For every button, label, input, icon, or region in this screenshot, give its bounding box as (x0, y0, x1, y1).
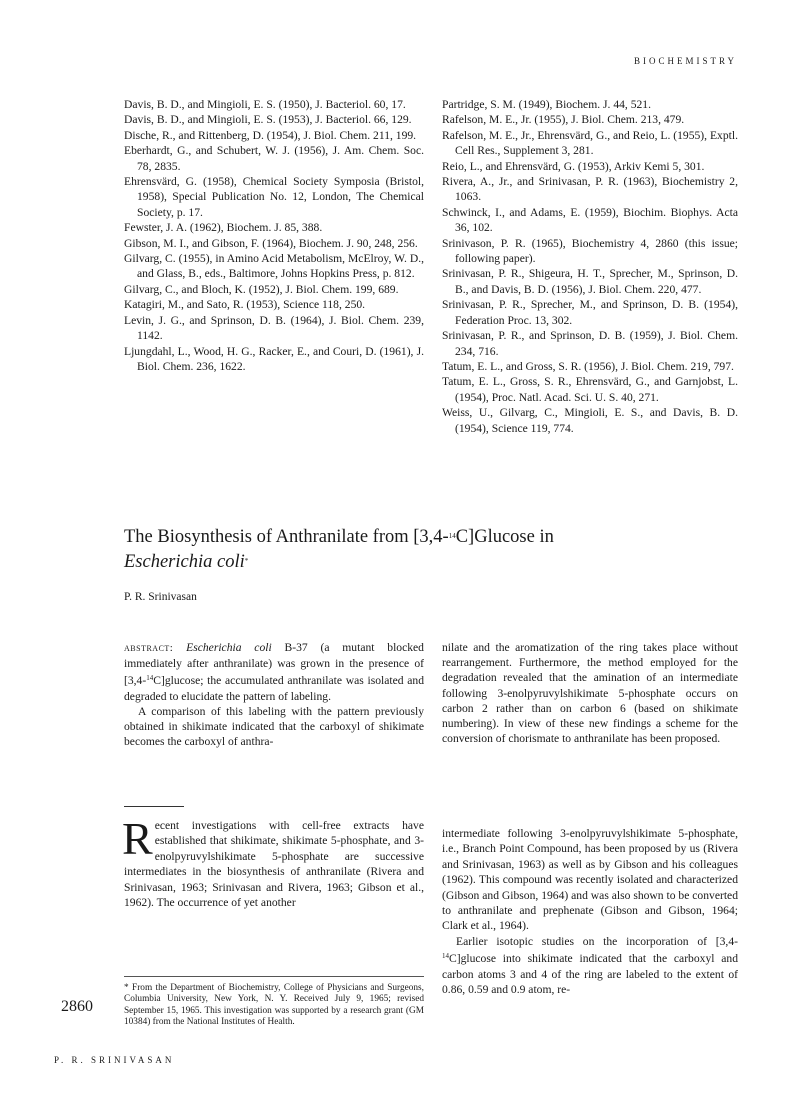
abstract-right-column (442, 640, 738, 746)
body-paragraph-2-b: C]glucose into shikimate indicated that the carboxyl and carbon atoms 3 and 4 of the ring are labeled to the extent of 0.86, 0.59 and 0.9 atom, re- (442, 952, 738, 997)
abstract-organism: Escherichia coli (186, 641, 272, 654)
body-right-column (442, 826, 738, 997)
title-organism: Escherichia coli (124, 552, 245, 572)
abstract-superscript: 14 (146, 674, 154, 683)
reference-entry: Ehrensvärd, G. (1958), Chemical Society Symposia (Bristol, 1958), Special Publication No. 12, London, The Chemical Society, p. 17. (124, 175, 424, 219)
reference-entry: Ljungdahl, L., Wood, H. G., Racker, E., and Couri, D. (1961), J. Biol. Chem. 236, 1622. (124, 344, 424, 373)
body-superscript: 14 (442, 952, 449, 961)
footnote-rule (124, 976, 424, 977)
reference-entry: Eberhardt, G., and Schubert, W. J. (1956), J. Am. Chem. Soc. 78, 2835. (124, 144, 424, 173)
abstract-text-1: B-37 (a mutant blocked immediately after anthranilate) was grown in the presence of [3,4- (124, 641, 424, 688)
reference-entry: Srinivason, P. R. (1965), Biochemistry 4, 2860 (this issue; following paper). (442, 236, 738, 266)
reference-entry: Partridge, S. M. (1949), Biochem. J. 44, 521. (442, 98, 651, 111)
reference-entry: Dische, R., and Rittenberg, D. (1954), J. Biol. Chem. 211, 199. (124, 128, 417, 142)
reference-entry: Tatum, E. L., Gross, S. R., Ehrensvärd, G., and Garnjobst, L. (1954), Proc. Natl. Acad. Sci. U. S. 40, 271. (442, 375, 738, 404)
reference-entry: Reio, L., and Ehrensvärd, G. (1953), Arkiv Kemi 5, 301. (442, 159, 705, 173)
article-title (124, 524, 684, 574)
abstract-paragraph-2: A comparison of this labeling with the pattern previously obtained in shikimate indicated that the carboxyl of shikimate becomes the carboxyl of anthra- (124, 704, 424, 749)
title-footnote-mark: * (244, 557, 249, 565)
section-divider (124, 806, 184, 807)
reference-entry: Davis, B. D., and Mingioli, E. S. (1950), J. Bacteriol. 60, 17. (124, 98, 406, 111)
reference-entry: Tatum, E. L., and Gross, S. R. (1956), J. Biol. Chem. 219, 797. (442, 359, 734, 373)
abstract-label: abstract: (124, 642, 174, 654)
reference-entry: Davis, B. D., and Mingioli, E. S. (1953), J. Bacteriol. 66, 129. (124, 113, 412, 127)
abstract-left-column (124, 640, 424, 749)
body-left-column (122, 813, 424, 910)
reference-entry: Weiss, U., Gilvarg, C., Mingioli, E. S., and Davis, B. D. (1954), Science 119, 774. (442, 406, 738, 435)
body-paragraph-1: intermediate following 3-enolpyruvylshikimate 5-phosphate, i.e., Branch Point Compound, has been proposed by us (Rivera and Srinivasan, 1963) as well as by Gibson and his colleagues (1962). This compound was recently isolated and characterized (Gibson and Gibson, 1964) and was also shown to be converted to anthranilate and prephenate (Gibson and Gibson, 1964; Clark et al., 1964). (442, 827, 738, 933)
references-right-column (442, 97, 738, 436)
title-text-part2: C]Glucose in (455, 527, 554, 547)
footer-author: P. R. SRINIVASAN (54, 1055, 175, 1065)
abstract-text-2: C]glucose; the accumulated anthranilate was isolated and degraded to elucidate the pattern of labeling. (124, 674, 424, 703)
body-paragraph-2-a: Earlier isotopic studies on the incorporation of [3,4- (456, 934, 738, 948)
reference-entry: Gibson, M. I., and Gibson, F. (1964), Biochem. J. 90, 248, 256. (124, 236, 418, 250)
reference-entry: Rafelson, M. E., Jr., Ehrensvärd, G., and Reio, L. (1955), Exptl. Cell Res., Supplement 3, 281. (442, 128, 738, 158)
drop-cap: R (122, 813, 153, 864)
reference-entry: Gilvarg, C. (1955), in Amino Acid Metabolism, McElroy, W. D., and Glass, B., eds., Baltimore, Johns Hopkins Press, p. 812. (124, 252, 424, 281)
footnote: * From the Department of Biochemistry, College of Physicians and Surgeons, Columbia University, New York, N. Y. Received July 9, 1965; revised September 15, 1965. This investigation was supported by a research grant (GM 10384) from the National Institutes of Health. (124, 983, 424, 1028)
reference-entry: Srinivasan, P. R., Sprecher, M., and Sprinson, D. B. (1954), Federation Proc. 13, 302. (442, 298, 738, 327)
body-text-left: ecent investigations with cell-free extracts have established that shikimate, shikimate 5-phosphate, and 3-enolpyruvylshikimate 5-phosphate are successive intermediates in the biosynthesis of anthranilate (Rivera and Srinivasan, 1963; Srinivasan and Rivera, 1963; Gibson et al., 1962). The occurrence of yet another (124, 819, 424, 910)
reference-entry: Gilvarg, C., and Bloch, K. (1952), J. Biol. Chem. 199, 689. (124, 282, 399, 296)
running-head: BIOCHEMISTRY (633, 56, 737, 66)
body-paragraph-2 (442, 934, 738, 998)
author-name: P. R. Srinivasan (124, 591, 197, 603)
reference-entry: Srinivasan, P. R., Shigeura, H. T., Sprecher, M., Sprinson, D. B., and Davis, B. D. (1956), J. Biol. Chem. 220, 477. (442, 267, 738, 296)
page-number: 2860 (61, 998, 93, 1015)
reference-entry: Srinivasan, P. R., and Sprinson, D. B. (1959), J. Biol. Chem. 234, 716. (442, 329, 738, 358)
reference-entry: Rivera, A., Jr., and Srinivasan, P. R. (1963), Biochemistry 2, 1063. (442, 175, 738, 204)
reference-entry: Levin, J. G., and Sprinson, D. B. (1964), J. Biol. Chem. 239, 1142. (124, 313, 424, 343)
reference-entry: Fewster, J. A. (1962), Biochem. J. 85, 388. (124, 221, 323, 235)
reference-entry: Schwinck, I., and Adams, E. (1959), Biochim. Biophys. Acta 36, 102. (442, 205, 738, 235)
abstract-paragraph-3: nilate and the aromatization of the ring takes place without rearrangement. Furthermore, the method employed for the degradation revealed that the amination of an intermediate following 3-enolpyruvylshikimate 5-phosphate occurs on carbon 2 rather than on carbon 6 (based on shikimate numbering). In view of these new findings a scheme for the conversion of chorismate to anthranilate has been proposed. (442, 641, 738, 746)
title-superscript: 14 (448, 532, 456, 540)
references-left-column (124, 97, 424, 374)
reference-entry: Rafelson, M. E., Jr. (1955), J. Biol. Chem. 213, 479. (442, 113, 685, 127)
title-text-part1: The Biosynthesis of Anthranilate from [3,4- (124, 527, 449, 547)
reference-entry: Katagiri, M., and Sato, R. (1953), Science 118, 250. (124, 298, 366, 312)
